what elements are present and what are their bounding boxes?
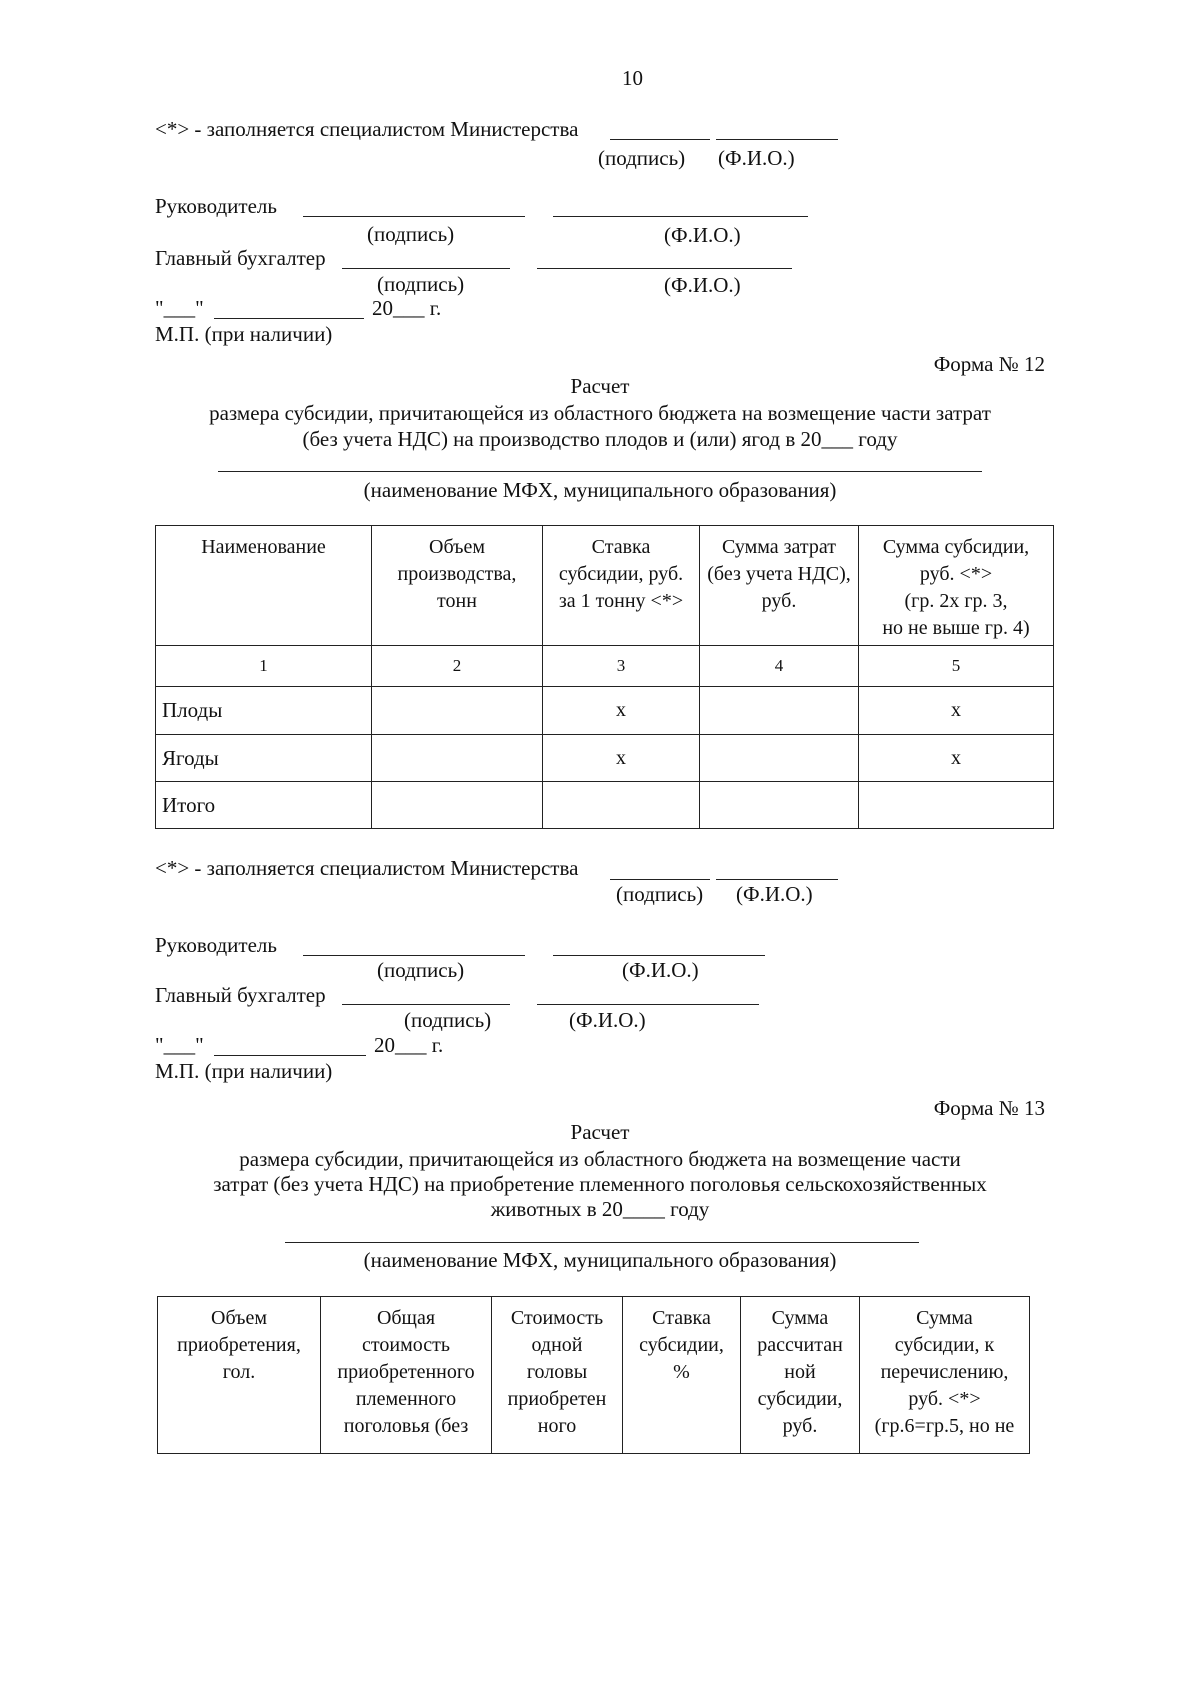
form13-header-text: головы [526,1361,588,1383]
head-label: Руководитель [155,194,277,218]
row-label: Итого [156,782,372,829]
form12-header-cell [156,526,372,646]
head-sign-line [303,216,525,217]
accountant-sign-line [342,268,510,269]
ministry-fio-caption: (Ф.И.О.) [718,146,795,170]
form12-header-cell [859,526,1054,646]
accountant-fio-caption: (Ф.И.О.) [569,1008,646,1032]
form12-table [155,525,1054,829]
form12-header-cell [700,526,859,646]
table-cell [372,782,543,829]
form12-header-text: руб. [761,590,797,612]
head-fio-line [553,216,808,217]
date-quote: "___" [155,296,204,320]
table-cell: х [543,735,700,782]
form13-subtitle-2: затрат (без учета НДС) на приобретение племенного поголовья сельскохозяйственных [213,1172,987,1196]
table-cell [700,735,859,782]
form13-header-text: Сумма [771,1307,829,1329]
form12-header-text: Сумма субсидии, [882,536,1030,558]
form13-header-text: рассчитан [757,1334,843,1356]
head-sign-caption: (подпись) [367,222,455,246]
accountant-fio-line [537,268,792,269]
ministry-fio-caption: (Ф.И.О.) [736,882,813,906]
column-number: 3 [543,646,700,687]
form12-header-text: Наименование [201,536,326,558]
column-number: 1 [156,646,372,687]
form13-header-text: перечислению, [880,1361,1009,1383]
head-label: Руководитель [155,933,277,957]
seal-note: М.П. (при наличии) [155,1059,333,1083]
form13-header-text: ной [784,1361,816,1383]
ministry-sign-caption: (подпись) [616,882,704,906]
form13-org-caption: (наименование МФХ, муниципального образования) [363,1248,837,1272]
table-cell [543,782,700,829]
table-row [156,735,1054,782]
head-sign-line [303,955,525,956]
form13-header-cell [492,1297,623,1454]
ministry-note: <*> - заполняется специалистом Министерства [155,117,579,141]
form13-header-text: Общая [376,1307,436,1329]
table-cell [700,782,859,829]
table-row [156,782,1054,829]
accountant-sign-caption: (подпись) [377,272,465,296]
form13-header-text: одной [531,1334,583,1356]
accountant-fio-caption: (Ф.И.О.) [664,273,741,297]
date-year: 20___ г. [374,1033,444,1057]
form12-org-caption: (наименование МФХ, муниципального образования) [363,478,837,502]
form13-header-text: (гр.6=гр.5, но не [874,1415,1015,1437]
form12-header-text: Сумма затрат [722,536,836,558]
form13-subtitle-1: размера субсидии, причитающейся из областного бюджета на возмещение части [239,1147,961,1171]
table-row [156,687,1054,735]
table-cell [700,687,859,735]
head-sign-caption: (подпись) [377,958,465,982]
form13-header-cell [741,1297,860,1454]
accountant-fio-line [537,1004,759,1005]
ministry-fio-line [716,879,838,880]
column-number: 2 [372,646,543,687]
accountant-sign-line [342,1004,510,1005]
table-cell: х [859,735,1054,782]
form12-header-cell [372,526,543,646]
date-quote: "___" [155,1033,204,1057]
form13-header-cell [321,1297,492,1454]
form13-header-text: приобретенного [337,1361,475,1383]
form12-subtitle-2: (без учета НДС) на производство плодов и (или) ягод в 20___ году [302,427,898,451]
form13-header-text: гол. [222,1361,256,1383]
table-cell [372,735,543,782]
form12-number: Форма № 12 [933,352,1045,376]
ministry-note: <*> - заполняется специалистом Министерства [155,856,579,880]
form13-header-text: субсидии, [757,1388,843,1410]
head-fio-caption: (Ф.И.О.) [622,958,699,982]
form12-header-text: Объем [429,536,485,558]
form13-header-text: Сумма [916,1307,973,1329]
date-year: 20___ г. [372,296,442,320]
form13-header-text: поголовья (без [343,1415,469,1437]
accountant-label: Главный бухгалтер [155,246,326,270]
form12-number-row [156,646,1054,687]
accountant-label: Главный бухгалтер [155,983,326,1007]
form13-table [157,1296,1030,1454]
form13-header-text: % [673,1361,690,1383]
form13-subtitle-3: животных в 20____ году [490,1197,710,1221]
form12-header-text: производства, [397,563,517,585]
table-cell [372,687,543,735]
ministry-sign-line [610,139,710,140]
form13-header-text: субсидии, [639,1334,724,1356]
form13-header-cell [158,1297,321,1454]
form12-header-cell [543,526,700,646]
form13-header-text: руб. [782,1415,818,1437]
form13-header-text: Объем [211,1307,267,1329]
form13-header-text: руб. <*> [908,1388,981,1410]
form13-header-text: субсидии, к [894,1334,995,1356]
form13-header-text: ного [537,1415,577,1437]
column-number: 5 [859,646,1054,687]
form12-header-text: но не выше гр. 4) [882,617,1030,639]
head-fio-line [553,955,765,956]
form12-org-line [218,471,982,472]
date-month-line [214,318,364,319]
form13-number: Форма № 13 [933,1096,1045,1120]
form12-subtitle-1: размера субсидии, причитающейся из областного бюджета на возмещение части затрат [209,401,991,425]
table-cell [859,782,1054,829]
form12-header-text: руб. <*> [919,563,993,585]
column-number: 4 [700,646,859,687]
table-cell: х [859,687,1054,735]
form13-header-text: приобретен [507,1388,607,1410]
ministry-sign-line [610,879,710,880]
date-month-line [214,1055,366,1056]
row-label: Плоды [156,687,372,735]
form12-title: Расчет [570,374,630,398]
form13-header-cell [860,1297,1030,1454]
form13-header-text: Стоимость [510,1307,604,1329]
accountant-sign-caption: (подпись) [404,1008,492,1032]
form13-header-text: приобретения, [177,1334,301,1356]
form13-title: Расчет [570,1120,630,1144]
form12-header-text: субсидии, руб. [558,563,684,585]
table-cell: х [543,687,700,735]
form13-header-text: Ставка [652,1307,711,1329]
form12-header-text: тонн [437,590,477,612]
ministry-fio-line [716,139,838,140]
seal-note: М.П. (при наличии) [155,322,333,346]
page-number: 10 [622,66,643,90]
form13-org-line [285,1242,919,1243]
form12-header-text: Ставка [591,536,651,558]
head-fio-caption: (Ф.И.О.) [664,223,741,247]
form13-header-text: племенного [355,1388,457,1410]
form12-header-text: (гр. 2х гр. 3, [904,590,1008,612]
form13-header-text: стоимость [362,1334,450,1356]
ministry-sign-caption: (подпись) [598,146,686,170]
form12-header-row [156,526,1054,646]
form12-header-text: за 1 тонну <*> [558,590,684,612]
form12-header-text: (без учета НДС), [707,563,851,585]
form13-header-row [158,1297,1030,1454]
form13-header-cell [623,1297,741,1454]
row-label: Ягоды [156,735,372,782]
